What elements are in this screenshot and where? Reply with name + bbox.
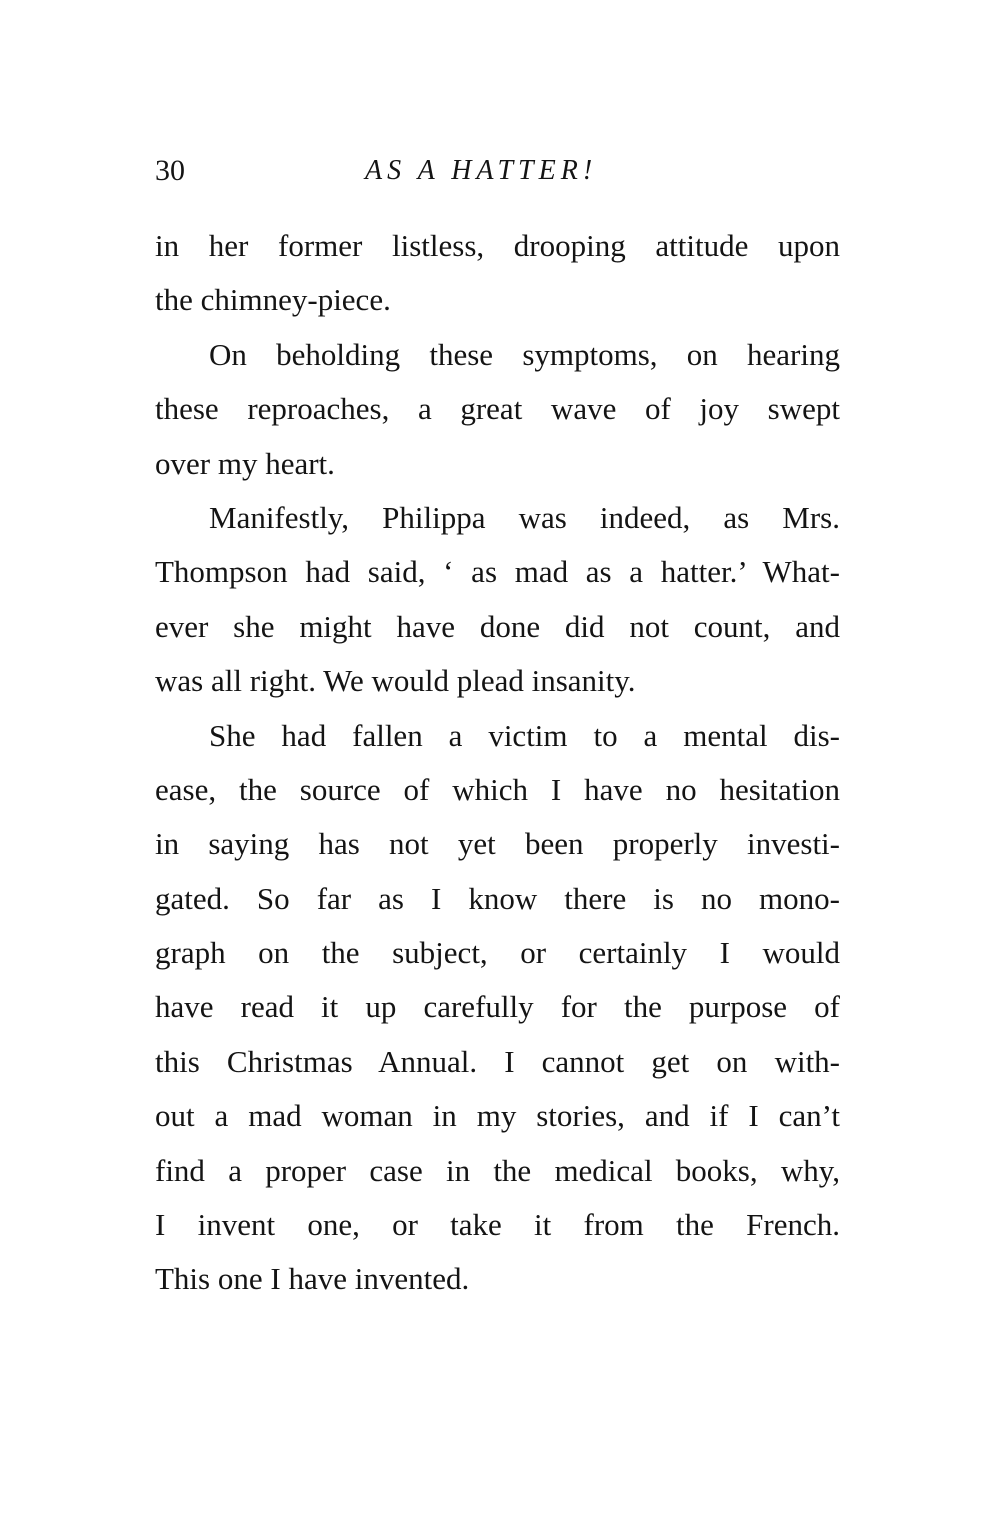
text-line: She had fallen a victim to a mental dis-: [209, 717, 840, 753]
text-line: ever she might have done did not count, and: [155, 608, 840, 644]
text-line: out a mad woman in my stories, and if I can’t: [155, 1098, 840, 1134]
paragraph: [155, 328, 840, 491]
text-line: gated. So far as I know there is no mono-: [155, 880, 840, 916]
text-line: ease, the source of which I have no hesitation: [155, 771, 840, 807]
page-number: 30: [155, 154, 185, 187]
text-line: This one I have invented.: [155, 1261, 470, 1297]
text-line: graph on the subject, or certainly I would: [155, 935, 840, 971]
text-line: these reproaches, a great wave of joy swept: [155, 391, 840, 427]
paragraph: [155, 219, 840, 328]
text-line: in saying has not yet been properly investi-: [155, 826, 840, 862]
text-line: this Christmas Annual. I cannot get on with-: [155, 1043, 840, 1079]
text-line: find a proper case in the medical books, why,: [155, 1152, 840, 1188]
text-line: in her former listless, drooping attitude upon: [155, 228, 840, 263]
paragraph: [155, 709, 840, 1307]
text-line: the chimney-piece.: [155, 282, 391, 318]
running-title: AS A HATTER!: [365, 155, 598, 186]
paragraph: [155, 491, 840, 709]
running-head: [155, 151, 840, 191]
text-line: On beholding these symptoms, on hearing: [209, 336, 840, 372]
text-line: over my heart.: [155, 445, 335, 481]
text-line: have read it up carefully for the purpose of: [155, 989, 840, 1025]
text-line: I invent one, or take it from the French.: [155, 1207, 840, 1243]
text-line: Manifestly, Philippa was indeed, as Mrs.: [209, 499, 840, 535]
text-line: was all right. We would plead insanity.: [155, 663, 636, 699]
body-text: [155, 219, 840, 1307]
text-line: Thompson had said, ‘ as mad as a hatter.’ What-: [155, 554, 840, 590]
